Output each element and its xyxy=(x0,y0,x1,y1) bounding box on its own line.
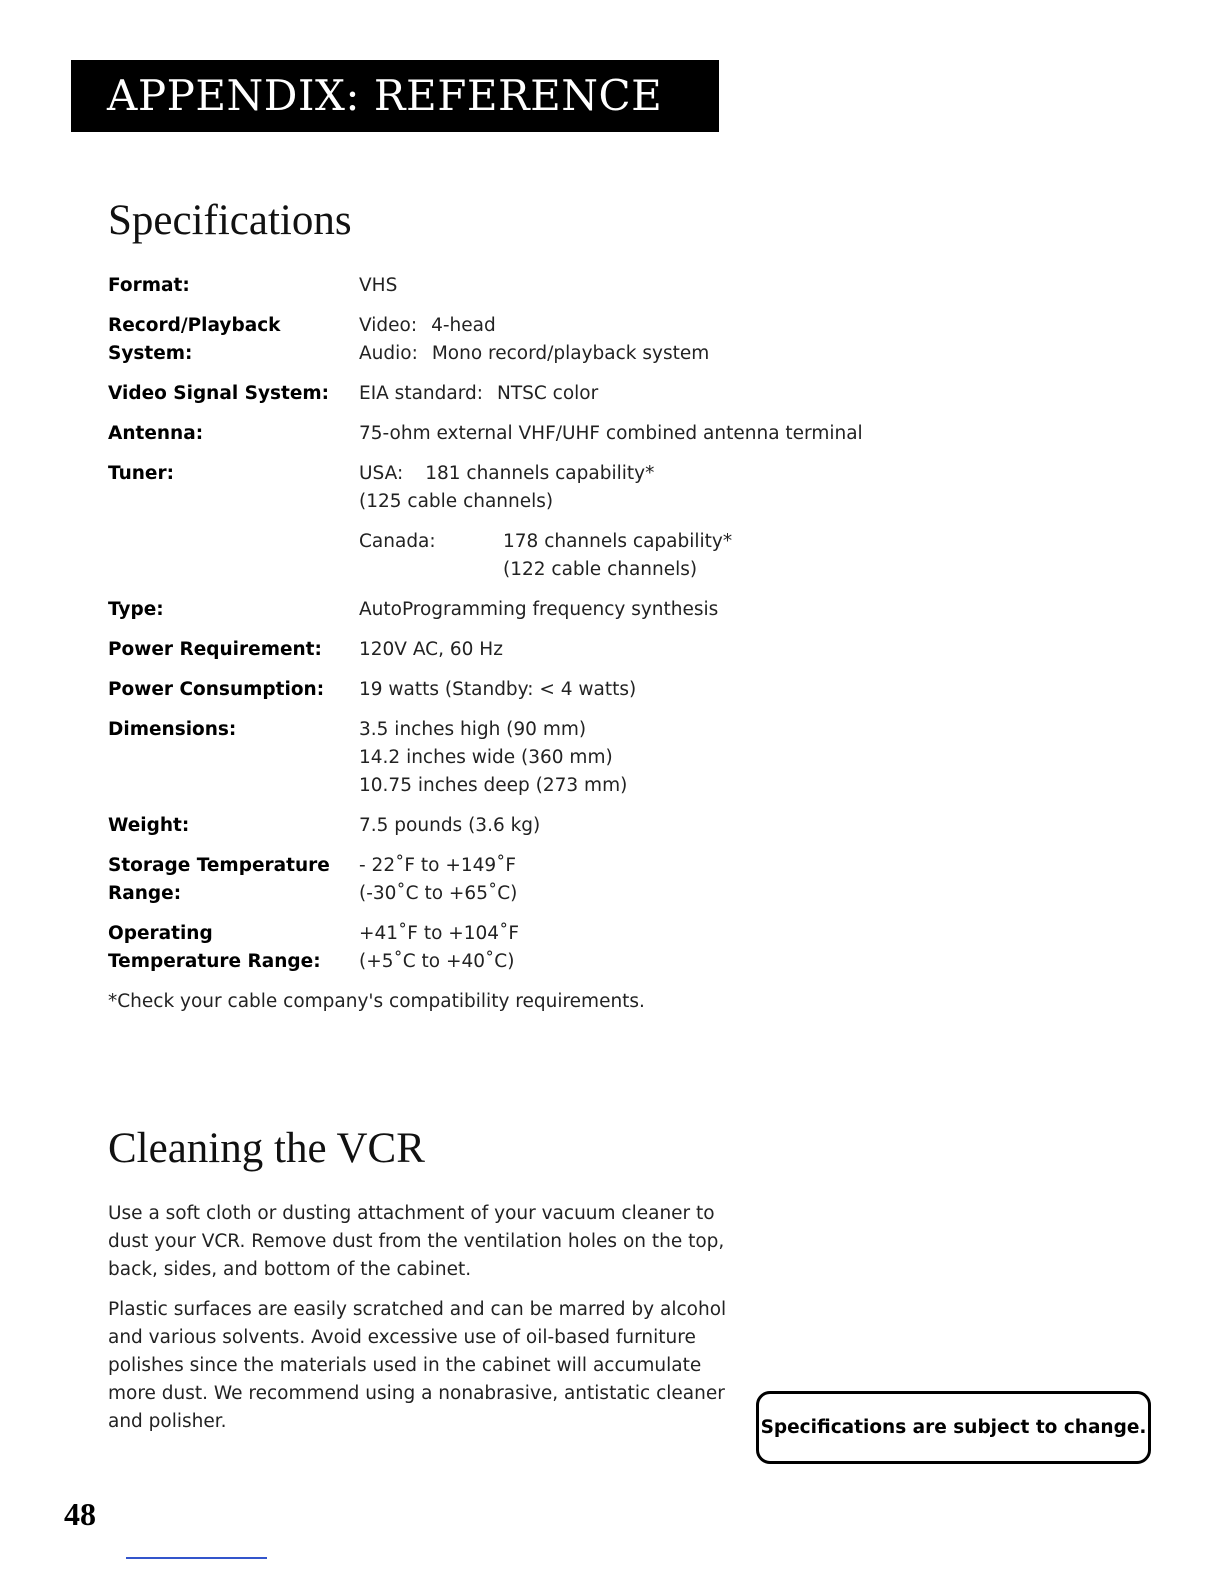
spec-value-text: (+5˚C to +40˚C) xyxy=(359,951,515,972)
spec-label: Power Consumption: xyxy=(108,679,325,700)
spec-value-text: 4-head xyxy=(431,315,496,336)
spec-value: 19 watts (Standby: < 4 watts) xyxy=(359,679,637,700)
spec-row-power-consumption xyxy=(108,676,908,716)
spec-label xyxy=(108,920,359,988)
spec-label: Video Signal System: xyxy=(108,383,330,404)
spec-value-text: +41˚F to +104˚F xyxy=(359,923,519,944)
spec-value: 75-ohm external VHF/UHF combined antenna terminal xyxy=(359,423,863,444)
spec-label-line: System: xyxy=(108,343,193,364)
spec-value-text: 14.2 inches wide (360 mm) xyxy=(359,747,613,768)
appendix-header: APPENDIX: REFERENCE xyxy=(71,60,719,132)
notice-text: Specifications are subject to change. xyxy=(760,1417,1147,1438)
spec-value-text: 178 channels capability* xyxy=(503,531,733,552)
spec-label-line: Storage Temperature xyxy=(108,855,330,876)
spec-row-operating-temperature xyxy=(108,920,908,988)
spec-row-dimensions xyxy=(108,716,908,812)
spec-value-text: - 22˚F to +149˚F xyxy=(359,855,517,876)
spec-label: Type: xyxy=(108,599,164,620)
spec-value-text: (125 cable channels) xyxy=(359,491,554,512)
specifications-notice-box xyxy=(756,1391,1151,1464)
cleaning-title: Cleaning the VCR xyxy=(108,1125,425,1172)
spec-value xyxy=(359,920,908,988)
bottom-rule-divider xyxy=(126,1557,267,1559)
spec-value-prefix: Video: xyxy=(359,315,418,336)
spec-label: Weight: xyxy=(108,815,190,836)
spec-value xyxy=(359,716,908,812)
spec-label-line: Operating xyxy=(108,923,213,944)
specifications-title: Specifications xyxy=(108,197,352,244)
spec-value-prefix: Canada: xyxy=(359,531,436,552)
spec-label-line: Record/Playback xyxy=(108,315,281,336)
spec-row-antenna xyxy=(108,420,908,460)
spec-row-video-signal xyxy=(108,380,908,420)
spec-value: VHS xyxy=(359,275,398,296)
spec-row-storage-temperature xyxy=(108,852,908,920)
page-number: 48 xyxy=(64,1496,96,1532)
spec-row-format xyxy=(108,272,908,312)
cleaning-paragraph: Use a soft cloth or dusting attachment of your vacuum cleaner to dust your VCR. Remove dust from the ventilation holes on the top, back, sides, and bottom of the cabinet. xyxy=(108,1203,725,1280)
spec-value-text: (122 cable channels) xyxy=(503,559,698,580)
spec-row-type xyxy=(108,596,908,636)
spec-value-text: Mono record/playback system xyxy=(431,343,710,364)
spec-label-line: Temperature Range: xyxy=(108,951,321,972)
spec-value xyxy=(359,380,908,420)
spec-row-tuner xyxy=(108,460,908,596)
spec-value-prefix: EIA standard: xyxy=(359,383,483,404)
spec-value: AutoProgramming frequency synthesis xyxy=(359,599,719,620)
spec-value: 120V AC, 60 Hz xyxy=(359,639,503,660)
spec-label: Power Requirement: xyxy=(108,639,322,660)
spec-label: Antenna: xyxy=(108,423,204,444)
spec-value-text: 10.75 inches deep (273 mm) xyxy=(359,775,628,796)
spec-label: Tuner: xyxy=(108,463,174,484)
spec-value: 7.5 pounds (3.6 kg) xyxy=(359,815,541,836)
spec-value-text: (-30˚C to +65˚C) xyxy=(359,883,518,904)
compatibility-footnote: *Check your cable company's compatibility requirements. xyxy=(108,991,645,1012)
spec-value xyxy=(359,312,908,380)
spec-row-power-requirement xyxy=(108,636,908,676)
spec-value-prefix: Audio: xyxy=(359,343,418,364)
spec-label-line: Range: xyxy=(108,883,182,904)
spec-value-text: 181 channels capability* xyxy=(425,463,655,484)
spec-value-text: 3.5 inches high (90 mm) xyxy=(359,719,587,740)
spec-value xyxy=(359,460,908,596)
spec-value-prefix: USA: xyxy=(359,463,404,484)
spec-label xyxy=(108,852,359,920)
spec-label: Dimensions: xyxy=(108,719,237,740)
spec-label xyxy=(108,312,359,380)
spec-label: Format: xyxy=(108,275,190,296)
spec-value-text: NTSC color xyxy=(496,383,599,404)
cleaning-paragraph: Plastic surfaces are easily scratched and can be marred by alcohol and various solvents. Avoid excessive use of oil-based furniture polishes since the materials used in the cabinet will accumulate more dust. We recommend using a nonabrasive, antistatic cleaner and polisher. xyxy=(108,1299,727,1432)
specifications-table xyxy=(108,272,908,988)
spec-row-record-playback xyxy=(108,312,908,380)
spec-row-weight xyxy=(108,812,908,852)
spec-value xyxy=(359,852,908,920)
